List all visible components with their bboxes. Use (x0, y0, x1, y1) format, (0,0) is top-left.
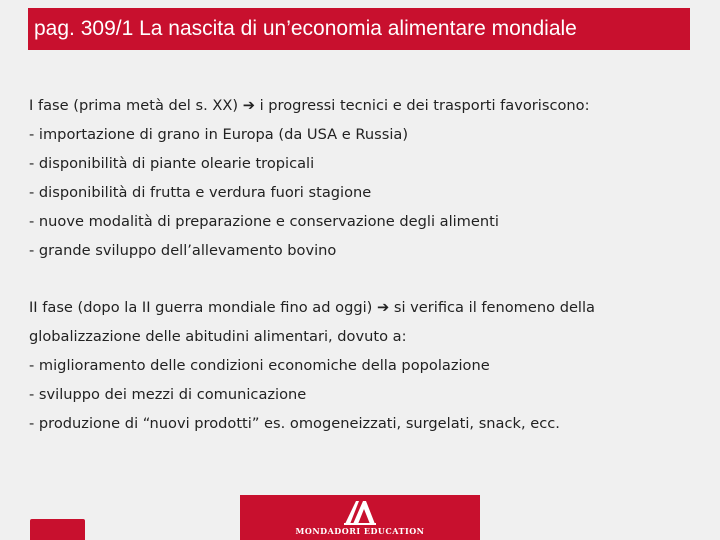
phase2-intro-before: II fase (dopo la II guerra mondiale fino ad oggi) (29, 299, 377, 317)
phase1-item: - disponibilità di frutta e verdura fuori stagione (29, 183, 372, 201)
publisher-logo (240, 495, 480, 540)
title-bar (28, 8, 690, 50)
phase2-item: - sviluppo dei mezzi di comunicazione (29, 386, 307, 404)
arrow-right-icon: ➔ (377, 299, 390, 317)
phase2-item: - produzione di “nuovi prodotti” es. omogeneizzati, surgelati, snack, ecc. (29, 414, 560, 432)
phase1-item: - nuove modalità di preparazione e conservazione degli alimenti (29, 212, 499, 230)
mondadori-logo-icon (342, 498, 378, 525)
phase2-intro-after: si verifica il fenomeno della (389, 299, 595, 317)
phase1-intro-before: I fase (prima metà del s. XX) (29, 97, 243, 114)
slide-title: pag. 309/1 La nascita di un’economia alimentare mondiale (34, 17, 577, 40)
phase1-item: - grande sviluppo dell’allevamento bovino (29, 241, 337, 259)
phase1-item: - importazione di grano in Europa (da USA e Russia) (29, 125, 409, 143)
phase2-intro-end: delle abitudini alimentari, dovuto a: (140, 328, 407, 346)
slide-content (29, 92, 699, 439)
corner-decoration (30, 519, 85, 540)
publisher-name: MONDADORI EDUCATION (295, 526, 425, 536)
phase1-intro (29, 92, 699, 121)
phase2-item: - miglioramento delle condizioni economiche della popolazione (29, 357, 490, 375)
arrow-right-icon: ➔ (242, 97, 255, 114)
paragraph-gap (29, 265, 699, 294)
phase2-intro (29, 294, 699, 352)
phase1-intro-after: i progressi tecnici e dei trasporti favoriscono: (254, 97, 590, 114)
globalization-term: globalizzazione (29, 328, 141, 346)
phase1-item: - disponibilità di piante olearie tropicali (29, 154, 315, 172)
